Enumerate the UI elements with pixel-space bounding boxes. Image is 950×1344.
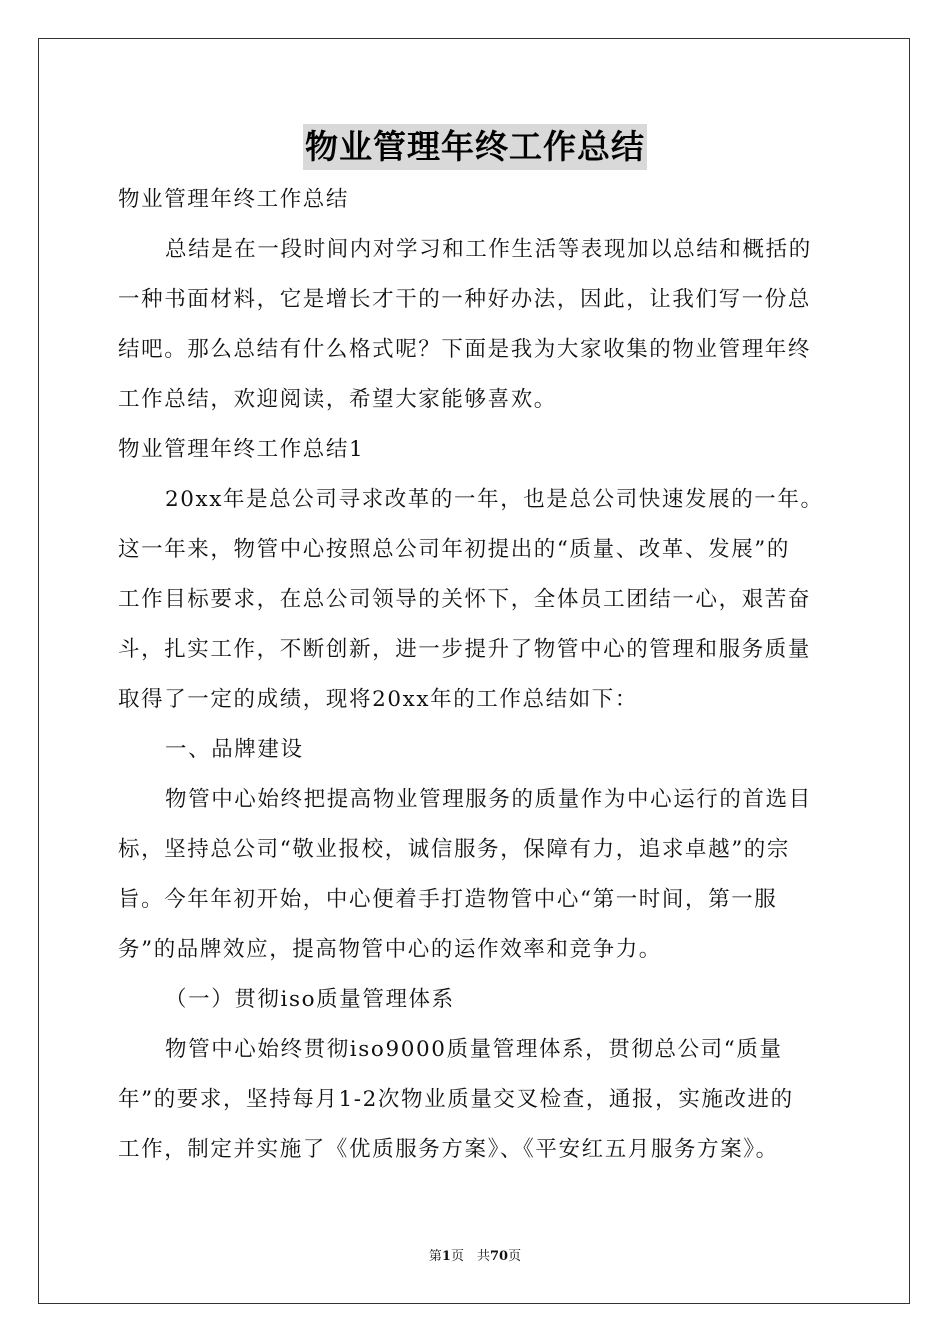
paragraph-line: 标，坚持总公司“敬业报校，诚信服务，保障有力，追求卓越”的宗 (118, 837, 790, 862)
paragraph-line: 工作目标要求，在总公司领导的关怀下，全体员工团结一心，艰苦奋 (118, 587, 812, 612)
document-title: 物业管理年终工作总结 (303, 124, 647, 170)
total-pages-number: 70 (489, 1249, 509, 1264)
subtitle-line: 物业管理年终工作总结 (118, 187, 350, 212)
paragraph-line: 旨。今年年初开始，中心便着手打造物管中心“第一时间，第一服 (118, 887, 778, 912)
paragraph-line: 工作，制定并实施了《优质服务方案》、《平安红五月服务方案》。 (118, 1137, 779, 1162)
paragraph-line: 工作总结，欢迎阅读，希望大家能够喜欢。 (118, 387, 557, 412)
current-page-number: 1 (441, 1249, 451, 1264)
paragraph-line: 年”的要求，坚持每月1-2次物业质量交叉检查，通报，实施改进的 (118, 1087, 794, 1112)
title-container (0, 124, 950, 170)
page-footer (0, 1248, 950, 1266)
paragraph-line: 务”的品牌效应，提高物管中心的运作效率和竞争力。 (118, 937, 662, 962)
paragraph-line: 20xx年是总公司寻求改革的一年，也是总公司快速发展的一年。 (165, 487, 824, 512)
page-prefix: 第 (428, 1249, 442, 1264)
paragraph-line: 结吧。那么总结有什么格式呢？下面是我为大家收集的物业管理年终 (118, 337, 812, 362)
paragraph-line: 这一年来，物管中心按照总公司年初提出的“质量、改革、发展”的 (118, 537, 790, 562)
paragraph-line: 总结是在一段时间内对学习和工作生活等表现加以总结和概括的 (165, 237, 812, 262)
paragraph-line: 取得了一定的成绩，现将20xx年的工作总结如下： (118, 687, 639, 712)
paragraph-line: 斗，扎实工作，不断创新，进一步提升了物管中心的管理和服务质量 (118, 637, 812, 662)
subsection-heading: 一、品牌建设 (165, 737, 304, 762)
page-mid: 页 共 (450, 1249, 490, 1264)
paragraph-line: 物管中心始终把提高物业管理服务的质量作为中心运行的首选目 (165, 787, 812, 812)
paragraph-line: 一种书面材料，它是增长才干的一种好办法，因此，让我们写一份总 (118, 287, 812, 312)
paragraph-line: 物管中心始终贯彻iso9000质量管理体系，贯彻总公司“质量 (165, 1037, 783, 1062)
page-suffix: 页 (508, 1249, 522, 1264)
subsection-heading: （一）贯彻iso质量管理体系 (165, 987, 455, 1012)
section-heading: 物业管理年终工作总结1 (118, 437, 365, 462)
